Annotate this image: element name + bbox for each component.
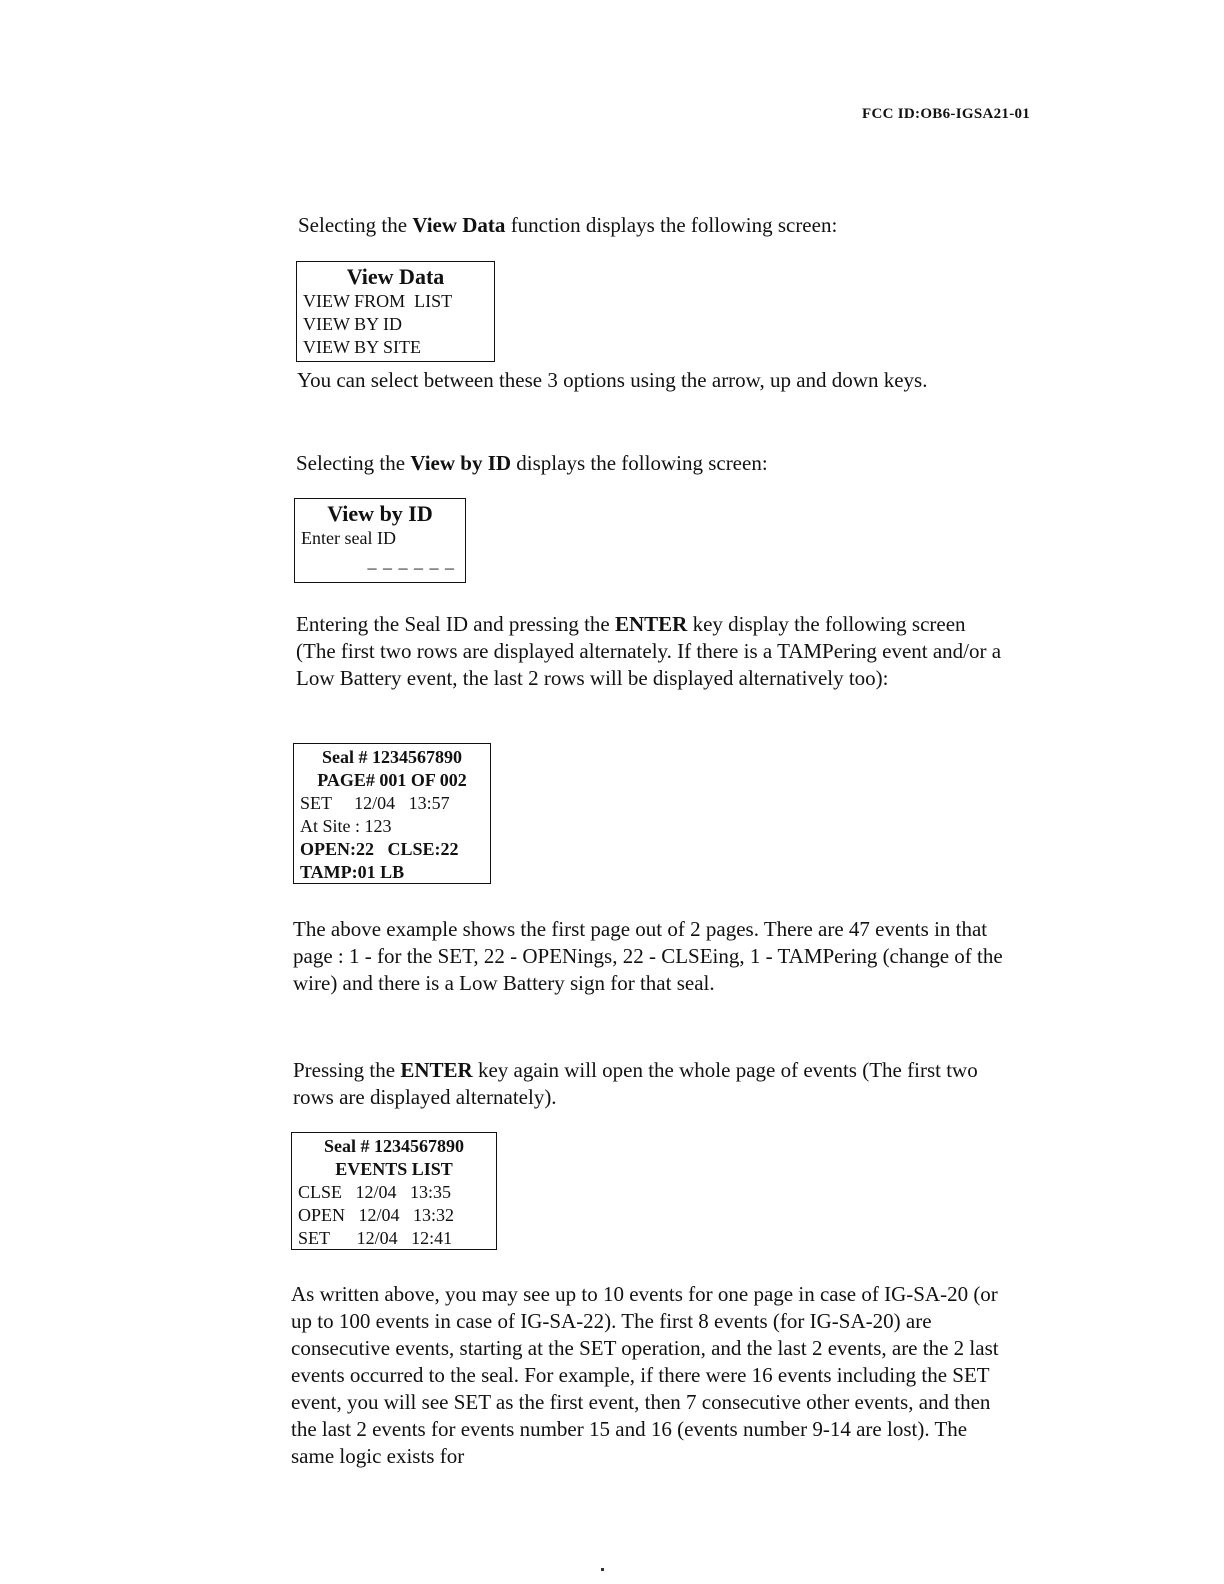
menu-item-view-by-site: VIEW BY SITE: [303, 337, 421, 357]
intro-view-data-paragraph: Selecting the View Data function displays the following screen:: [298, 213, 838, 237]
page-mark: [601, 1568, 604, 1571]
view-by-id-screen: [294, 498, 466, 583]
view-by-id-screen-title: View by ID: [327, 501, 433, 526]
event-row-close: CLSE 12/04 13:35: [298, 1182, 452, 1202]
seal-id-entry-field: _ _ _ _ _ _: [367, 551, 455, 571]
intro-view-by-id-paragraph: Selecting the View by ID displays the following screen:: [296, 451, 768, 475]
site-row: At Site : 123: [300, 816, 392, 836]
options-paragraph: You can select between these 3 options using the arrow, up and down keys.: [297, 368, 928, 392]
event-row-open: OPEN 12/04 13:32: [298, 1205, 455, 1225]
enter-seal-id-prompt: Enter seal ID: [301, 528, 396, 548]
seal-summary-screen: [293, 743, 491, 884]
menu-item-view-from-list: VIEW FROM LIST: [303, 291, 453, 311]
events-list-seal-row: Seal # 1234567890: [323, 1136, 464, 1156]
page-indicator-row: PAGE# 001 OF 002: [317, 770, 467, 790]
set-event-row: SET 12/04 13:57: [300, 793, 450, 813]
view-data-screen-title: View Data: [346, 264, 445, 289]
event-row-set: SET 12/04 12:41: [298, 1228, 453, 1248]
open-close-counts-row: OPEN:22 CLSE:22: [300, 839, 459, 859]
event-limit-paragraph: As written above, you may see up to 10 events for one page in case of IG-SA-20 (or up to 100 events in case of IG-SA-22). The first 8 events (for IG-SA-20) are consecutive events, starting at the SET operation, and the last 2 events, are the 2 last events occurred to the seal. For example, if there were 16 events including the SET event, you will see SET as the first event, then 7 consecutive other events, and then the last 2 events for events number 15 and 16 (events number 9-14 are lost). The same logic exists for: [291, 1282, 999, 1468]
enter-seal-id-paragraph: Entering the Seal ID and pressing the ENTER key display the following screen (The first two rows are displayed alternately. If there is a TAMPering event and/or a Low Battery event, the last 2 rows will be displayed alternatively too):: [296, 612, 1002, 690]
events-list-screen: [291, 1132, 497, 1250]
view-data-screen: [296, 261, 495, 362]
example-explanation-paragraph: The above example shows the first page out of 2 pages. There are 47 events in that page : 1 - for the SET, 22 - OPENings, 22 - CLSEing, 1 - TAMPering (change of the wire) and there is a Low Battery sign for that seal.: [293, 917, 1003, 995]
events-page-paragraph: Pressing the ENTER key again will open the whole page of events (The first two rows are displayed alternately).: [293, 1058, 978, 1109]
tamper-low-battery-row: TAMP:01 LB: [300, 862, 405, 882]
seal-number-row: Seal # 1234567890: [321, 747, 462, 767]
events-list-title: EVENTS LIST: [335, 1159, 453, 1179]
fcc-id-header: FCC ID:OB6-IGSA21-01: [862, 106, 1031, 122]
menu-item-view-by-id: VIEW BY ID: [303, 314, 402, 334]
